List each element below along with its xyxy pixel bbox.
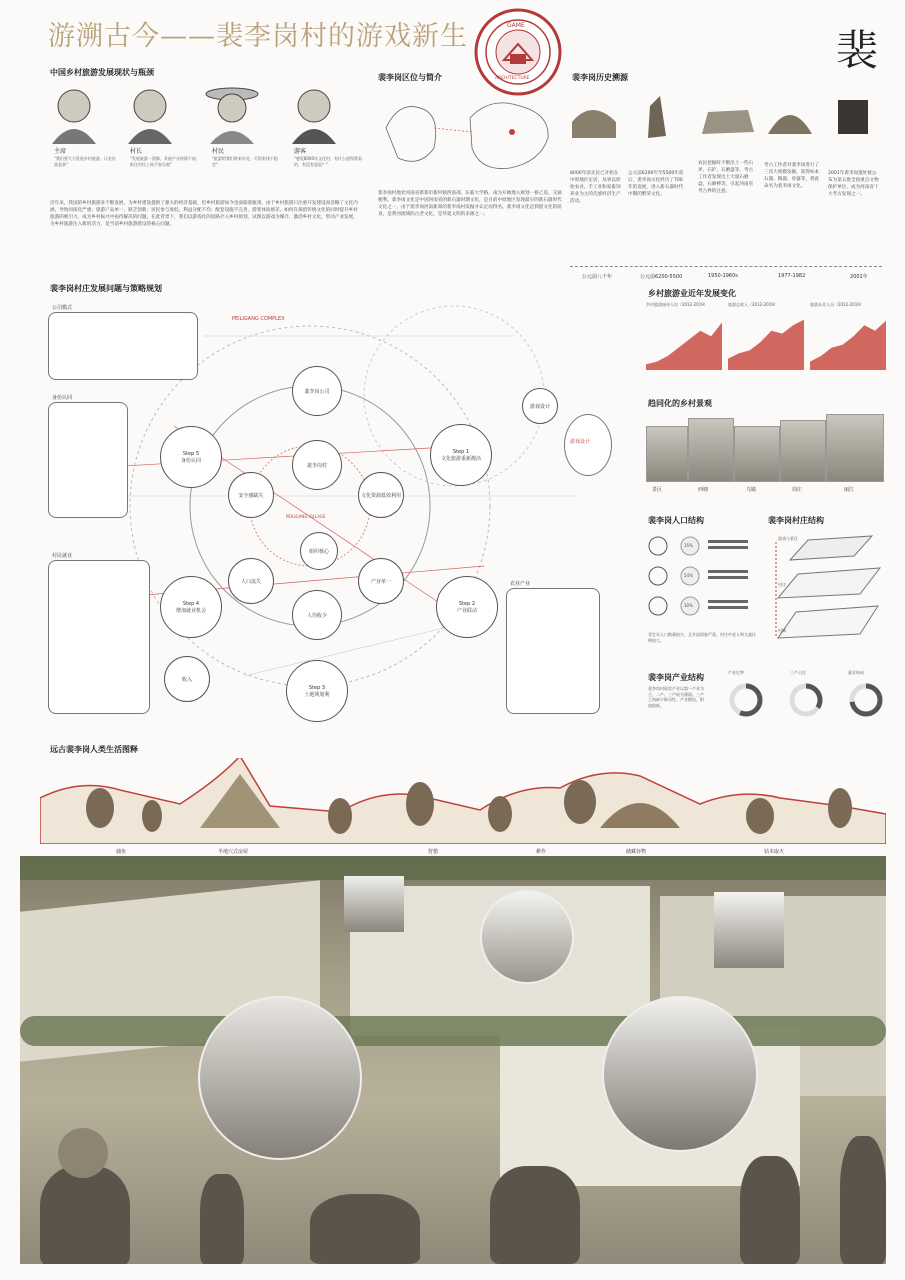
section3-heading: 裴李岗历史溯源 xyxy=(572,73,628,82)
landscape-photo-1 xyxy=(646,426,688,482)
step2-node xyxy=(436,576,498,638)
section1-heading: 中国乡村旅游发展现状与瓶颈 xyxy=(50,68,154,77)
landscape-photo-5 xyxy=(826,414,884,482)
landscape-label-1: 景区 xyxy=(652,487,663,493)
industry-sub-1: 产业比率 xyxy=(728,670,744,675)
history-item-1: 8000年前先民已开始在中原地区定居，从事以原始农业、手工业和家畜饲养业为主的氏族经济生产活动。 xyxy=(570,171,621,204)
step1-name: 文化旅游重新激活 xyxy=(440,455,481,462)
step5-label: Step 5 xyxy=(182,450,200,457)
left-label-employment: 村民就业 xyxy=(52,553,73,559)
game-design-box xyxy=(564,414,612,476)
history-item-5: 2001年裴李岗遗址被公布为第五批全国重点文物保护单位，成为河南省十大考古发现之一。 xyxy=(828,171,879,197)
person-name-2: 村长 xyxy=(130,148,143,155)
industry-sub-2: 三产占比 xyxy=(790,670,806,675)
person-name-3: 村民 xyxy=(212,148,225,155)
villager-figure-6 xyxy=(840,1136,886,1264)
chart-2 xyxy=(728,314,804,370)
step1-node xyxy=(430,424,492,486)
landscape-label-4: 周庄 xyxy=(792,487,803,493)
villager-figure-3 xyxy=(310,1194,420,1264)
person-name-1: 主席 xyxy=(54,148,67,155)
node-company: 裴李岗公司 xyxy=(292,366,342,416)
person-quote-1: "我们要大力发展乡村旅游，让农民富起来" xyxy=(54,156,116,167)
structure-label-2: 村庄 xyxy=(778,582,786,587)
history-item-3: 农民挖掘时不断出土一些石斧、石铲、石磨盘等，考古工作者发现出土大量石磨盘，石磨棒等，引起河南省考古界的注意。 xyxy=(698,161,754,194)
step2-name: 产业联动 xyxy=(456,607,477,614)
life-label-3: 狩猎 xyxy=(428,849,439,855)
node-industry: 产业单一 xyxy=(358,558,404,604)
landscape-label-2: 西塘 xyxy=(698,487,709,493)
node-revenue: 收入 xyxy=(164,656,210,702)
step3-node xyxy=(286,660,348,722)
life-label-6: 钻木取火 xyxy=(764,849,785,855)
landscape-photo-2 xyxy=(688,418,734,482)
population-note: 青壮年人口数量较少，且外流现象严重，村庄中老人和儿童比例较大。 xyxy=(648,632,756,643)
brand-label: PEILIGANG COMPLEX xyxy=(232,316,285,322)
node-village: 裴李岗村 xyxy=(292,440,342,490)
pop-pct-3: 30% xyxy=(684,603,693,608)
node-population: 人口流失 xyxy=(228,558,274,604)
step3-name: 土地规划利 xyxy=(304,691,330,698)
section8-heading: 裴李岗村庄结构 xyxy=(768,516,824,525)
location-map xyxy=(380,88,560,184)
building-photo-2 xyxy=(714,892,784,968)
history-date-5: 2001年 xyxy=(850,274,868,280)
section5-heading: 乡村旅游业近年发展变化 xyxy=(648,289,736,298)
portraits-row xyxy=(44,84,364,196)
portrait-village-head xyxy=(122,84,178,144)
center-label: PEILIGANG VILLAGE xyxy=(286,514,326,519)
tree-row-2 xyxy=(20,856,886,880)
chart-3 xyxy=(810,314,886,370)
section9-heading: 裴李岗产业结构 xyxy=(648,673,704,682)
villager-figure-5 xyxy=(740,1156,800,1264)
person-quote-4: "感觉8000年文化村，有什么值得我看的，有没有意思？" xyxy=(294,156,363,167)
industry-sub-3: 就业构成 xyxy=(848,670,864,675)
node-core: 组织核心 xyxy=(300,532,338,570)
portrait-chairman xyxy=(46,84,102,144)
person-quote-3: "旅游给我们带来好处，可得来钱不稳定" xyxy=(212,156,278,167)
person-quote-2: "发展旅游一窝蜂，其他产业停滞不前，抓住村民上网不容乐观" xyxy=(130,156,200,167)
life-label-5: 储藏谷物 xyxy=(626,849,647,855)
node-game: 游戏设计 xyxy=(522,388,558,424)
chart-1 xyxy=(646,314,722,370)
history-timeline-line xyxy=(570,266,882,267)
building-bubble-3 xyxy=(602,996,758,1152)
life-label-2: 半地穴式房屋 xyxy=(218,849,249,855)
ancient-life-strip xyxy=(40,758,886,844)
structure-label-3: 村域 xyxy=(778,628,786,633)
pop-pct-1: 35% xyxy=(684,543,693,548)
step4-name: 增加就业机会 xyxy=(175,607,206,614)
game-stamp xyxy=(474,8,562,96)
left-label-company: 公司模式 xyxy=(52,305,73,311)
step5-name: 身份认同 xyxy=(180,457,201,464)
employment-box xyxy=(48,560,150,714)
stamp-top-text: GAME xyxy=(507,22,525,29)
building-photo-1 xyxy=(344,876,404,932)
identity-box xyxy=(48,402,128,518)
landscape-photos xyxy=(646,412,884,496)
structure-label-1: 游戏与景区 xyxy=(778,536,798,541)
building-bubble-2 xyxy=(480,890,574,984)
history-date-3: 1950-1960s xyxy=(708,273,738,279)
left-label-identity: 身份认同 xyxy=(52,395,73,401)
life-label-1: 捕鱼 xyxy=(116,849,127,855)
strategy-diagram xyxy=(44,296,614,736)
company-mode-box xyxy=(48,312,198,380)
donut-2 xyxy=(786,680,826,720)
step2-label: Step 2 xyxy=(458,600,476,607)
landscape-label-3: 乌镇 xyxy=(746,487,757,493)
step3-label: Step 3 xyxy=(308,684,326,691)
landscape-photo-3 xyxy=(734,426,780,482)
history-date-4: 1977-1982 xyxy=(778,273,806,279)
tree-row xyxy=(20,1016,886,1046)
history-date-2: 公元前6200-5500 xyxy=(640,274,683,280)
chart-title-2: 旅游总收入（2012-2019） xyxy=(728,302,778,307)
villager-figure-4 xyxy=(490,1166,580,1264)
person-name-4: 游客 xyxy=(294,148,307,155)
portrait-villager xyxy=(204,84,260,144)
village-layers xyxy=(768,532,886,642)
chart-title-3: 旅游从业人员（2012-2019） xyxy=(810,302,864,307)
step4-node xyxy=(160,576,222,638)
building-bubble-1 xyxy=(198,996,362,1160)
villager-figure-1 xyxy=(40,1166,130,1264)
right-label-game: 游戏设计 xyxy=(570,439,591,445)
aerial-render xyxy=(20,856,886,1264)
villager-figure-2 xyxy=(200,1174,244,1264)
donut-1 xyxy=(726,680,766,720)
agriculture-box xyxy=(506,588,600,714)
population-structure xyxy=(646,530,756,630)
node-security: 安全感缺失 xyxy=(228,472,274,518)
node-income: 人均收少 xyxy=(292,590,342,640)
history-item-4: 考古工作者对裴李岗进行了三次大规模发掘，获得标本石器、陶器、骨器等，将此命名为裴李岗文化。 xyxy=(764,163,820,189)
tourism-charts xyxy=(646,302,884,386)
section1-body: 近年来，我国的乡村旅游业不断发展，为乡村建设提供了强大的经济基础，但乡村旅游如今也面临着瓶颈。由于乡村旅游只注重开发建设而忽略了文化内涵，导致同质化严重；旅游产品单一，缺乏创新；居民参与度低，利益分配不均；配套设施不完善，游客体验感差。如何在保留传统文化的同时提升乡村旅游的吸引力，成为乡村振兴中亟待解决的问题。在此背景下，我们以游戏化的思路介入乡村规划，试图以游戏为媒介，激活乡村文化，带动产业发展，为乡村旅游注入新的活力，是当前乡村旅游建设的核心问题。 xyxy=(50,201,358,227)
history-date-1: 公元前八千年 xyxy=(582,274,613,280)
history-item-2: 公元前6200年至5500年前后，裴李岗文化经历了700年的发展，进入新石器时代中期的繁荣文化。 xyxy=(628,171,684,197)
chart-title-1: 乡村旅游接待人次（2012-2019） xyxy=(646,302,708,307)
page-title: 游溯古今——裴李岗村的游戏新生 xyxy=(48,21,468,52)
node-culture: 文化资源低效利用 xyxy=(358,472,404,518)
industry-donuts xyxy=(708,668,886,734)
section2-heading: 裴李岗区位与简介 xyxy=(378,73,442,82)
step4-label: Step 4 xyxy=(182,600,200,607)
section10-heading: 远古裴李岗人类生活图释 xyxy=(50,745,138,754)
logo-char: 裴 xyxy=(836,26,879,75)
section4-heading: 裴李岗村庄发展问题与策略规划 xyxy=(50,284,162,293)
section7-heading: 裴李岗人口结构 xyxy=(648,516,704,525)
section6-heading: 趋同化的乡村景观 xyxy=(648,399,712,408)
landscape-label-5: 丽江 xyxy=(844,487,855,493)
pop-pct-2: 54% xyxy=(684,573,693,578)
stamp-bottom-text: ARCHITECTURE xyxy=(495,76,530,81)
section2-body: 裴李岗村地处河南省新郑市新村镇西南部，东临大学路，南为开阔地入规划一桥乙基。交通便利。裴李岗文化是中国河南省的新石器时期文化，是目前中原地区发现最早的新石器时代文化之一，由于裴李岗河南新郑的裴李岗村发掘并认定而得名。裴李岗文化是仰韶文化的前身，是黄河流域的古老文化，是华夏文明的来源之一。 xyxy=(378,191,562,217)
landscape-photo-4 xyxy=(780,420,826,482)
portrait-tourist xyxy=(286,84,342,144)
donut-3 xyxy=(846,680,886,720)
step1-label: Step 1 xyxy=(452,448,470,455)
history-artifacts xyxy=(568,92,878,150)
life-label-4: 耕作 xyxy=(536,849,547,855)
villager-head-1 xyxy=(58,1128,108,1178)
step5-node xyxy=(160,426,222,488)
industry-note: 裴李岗村现状产业以第一产业为主，二产、三产较为薄弱。三产之间缺少联动性，产业链短，附加值低。 xyxy=(648,686,704,708)
right-label-agriculture: 农业产业 xyxy=(510,581,531,587)
